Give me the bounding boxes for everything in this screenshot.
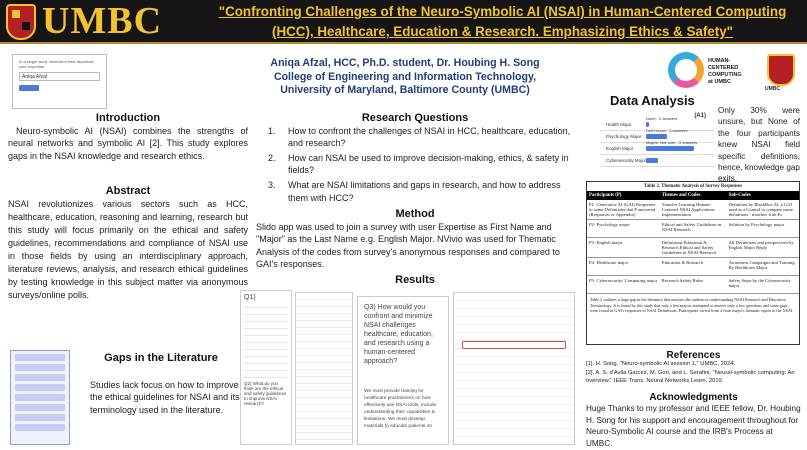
survey-prompt: In a single word, what term best describes your expertise [19,59,94,69]
table-cell: Awareness Campaigns and Training By Healthcare Major [727,258,799,276]
table-header: Themes and Codes [660,191,727,200]
acknowledgments-section [586,392,801,449]
hcc-line: CENTERED [708,65,739,71]
table-row [587,238,799,258]
research-questions-heading: Research Questions [361,112,469,124]
gaps-section [76,352,246,416]
research-question: 3. What are NSAI limitations and gaps in research, and how to address them with HCC? [278,179,574,204]
result-card-q3 [357,296,449,445]
table-cell: P1- Generative AI (GAI) Responses to some Definitions that P answered (Responses or Appendix) [587,200,660,220]
q3-answer: We must provide training for healthcare practitioners on how effectively use NSAI tools, include understanding their capabilities & limitations. We must develop materials to educate patients on [364,389,437,429]
acknowledgments-text: Huge Thanks to my professor and IEEE fellow, Dr. Houbing H. Song for his support and encouragement throughout for Neuro-Symbolic AI course and the IRB's Process at UMBC. [586,404,801,448]
table-cell: Transfer Learning Human-Centered NSAI Applications Implementation [660,200,727,220]
data-analysis-text: Only 30% were unsure, but None of the four participants knew NSAI field specific definitions; hence, knowledge gap exits. [718,106,800,184]
references-heading: References [666,350,721,361]
q1-label: Q1) [244,294,256,301]
poll-value: None - 0 answers [646,116,678,121]
poll-value: Maybe, Not sure - 3 answers [646,140,698,145]
hcc-line: at UMBC [708,79,731,85]
poll-bar-row [600,155,714,167]
table-header: Sub-Codes [727,191,799,200]
acknowledgments-heading: Acknowledgments [649,392,738,403]
survey-form-screenshot [12,54,107,109]
table-cell: Definition by BlackBox AI, a GAI used as a Control to compare some definitions - matches with Ps [727,200,799,220]
poster-title: "Confronting Challenges of the Neuro-Symbolic AI (NSAI) in Human-Centered Computing (HCC), Healthcare, Education & Research. Emphasizing Ethics & Safety" [218,4,787,39]
abstract-heading: Abstract [105,185,151,197]
result-card-responses [295,292,353,445]
hcc-logo-icon [668,52,704,88]
poll-bar-label: English Major [606,146,634,151]
table-cell: P5- Cybersecurity/ Computing major [587,276,660,294]
introduction-section [8,112,248,162]
gaps-heading: Gaps in the Literature [104,352,218,364]
poll-value: Don't know - 1 answers [646,128,688,133]
umbc-logo-text: UMBC [42,0,163,42]
research-question: 1. How to confront the challenges of NSAI in HCC, healthcare, education, and research? [278,125,574,150]
table-cell: Research Safety Rules [660,276,727,294]
method-section [256,208,574,287]
table-caption: Table 2. Thematic Analysis of Survey Responses [644,184,742,189]
chart-label: (A1) [694,113,706,119]
table-row [587,220,799,238]
table-cell: Solution by Psychology major [727,220,799,238]
hcc-line: COMPUTING [708,72,742,78]
q2-text: Q2) What do you think are the ethical and safety guidelines to improve NSAI research? [244,381,287,406]
gaps-figure [10,350,70,445]
author-block [250,57,560,98]
survey-input: Aniqa Afzal [19,72,100,81]
result-card-q1 [240,290,292,445]
university: University of Maryland, Baltimore County (UMBC) [280,84,530,96]
abstract-text: NSAI revolutionizes various sectors such as HCC, healthcare, education, reasoning and learning, research but this study will focus primarily on the ethical and safety guidelines, recommendations and compliance of NSAI use in those fields by using an interdisciplinary approach, literature reviews, analysis, and research ethical guidelines by testing knowledge in this subject matter via anonymous surveys/online polls. [8,198,248,300]
table-cell: Definitions Education & Research Ethical and Safety Guidelines in NSAI Research [660,238,727,258]
abstract-section [8,185,248,302]
hcc-logo-text [708,58,742,86]
poll-bar-label: Cybersecurity Major [606,158,647,163]
hcc-line: HUMAN- [708,58,731,64]
table-cell: P3- English major [587,238,660,258]
references-section [586,352,801,386]
research-questions-section [256,112,574,206]
table-note: Table 2 outlines a large gap in the literature that assesses the audiences understanding NSAI Research and Education Terminology. It is found by this study that only a few majors attempted to answer only a few questions and some gaps were found in GAI's responses to NSAI Definitions. Participants varied from 4 from major's thematic report to the NSAI. [590,297,794,313]
table-cell: P4- Healthcare major [587,258,660,276]
method-heading: Method [395,208,435,220]
poster-header [0,0,807,44]
reference-item: [2]. A. S. d'Avila Garcez, M. Gori, and L. Serafini, "Neural-symbolic computing: An overview," IEEE Trans. Neural Networks Learn. 2019. [586,369,795,385]
table-cell: All Definitions and perspectives by English Major Reply [727,238,799,258]
table-header: Participants (P) [587,191,660,200]
method-text: Slido app was used to join a survey with user Expertise as First Name and "Major" as the Last Name e.g. English Major. NVivio was used for Thematic Analysis of the codes from survey's anonymous responses and compared to GAI's responses. [256,221,560,270]
table-row [587,258,799,276]
umbc-shield-logo [6,4,36,40]
table-cell: Education & Research [660,258,727,276]
poll-bar [646,158,658,163]
poll-bar-label: Health Major [606,122,632,127]
gaps-text: Studies lack focus on how to improve the ethical guidelines for NSAI and its terminology used in the literature. [90,379,240,415]
table-row [587,276,799,294]
table-row [587,200,799,220]
author-names: Aniqa Afzal, HCC, Ph.D. student, Dr. Houbing H. Song [270,57,540,69]
table-cell: Ethical and Safety Guidelines in NSAI Research [660,220,727,238]
reference-item: [1]. H. Song, "Neuro-symbolic AI session 1," UMBC, 2024. [586,361,736,368]
introduction-text: Neuro-symbolic AI (NSAI) combines the strengths of neural networks and symbolic AI [2]. This study explores gaps in the NSAI knowledge and research ethics. [8,125,248,161]
college: College of Engineering and Information Technology, [273,70,537,83]
table-cell: Safety Steps by the Cybersecurity major [727,276,799,294]
thematic-analysis-table [586,181,800,345]
data-analysis-heading: Data Analysis [610,93,695,108]
results-heading: Results [395,273,435,286]
result-card-engaged [453,292,575,445]
umbc-small-label: UMBC [765,86,780,92]
introduction-heading: Introduction [95,112,161,124]
research-question: 2. How can NSAI be used to improve decision-making, ethics, & safety in fields? [278,152,574,177]
survey-submit-button [19,85,39,91]
poll-bar-label: Psychology Major [606,134,642,139]
umbc-shield-small [767,54,795,86]
q3-question: Q3) How would you confront and minimize NSAI challenges healthcare, education, and research using a human-centered approach? [364,304,433,365]
table-cell: P2- Psychology major [587,220,660,238]
poll-values [646,113,697,149]
